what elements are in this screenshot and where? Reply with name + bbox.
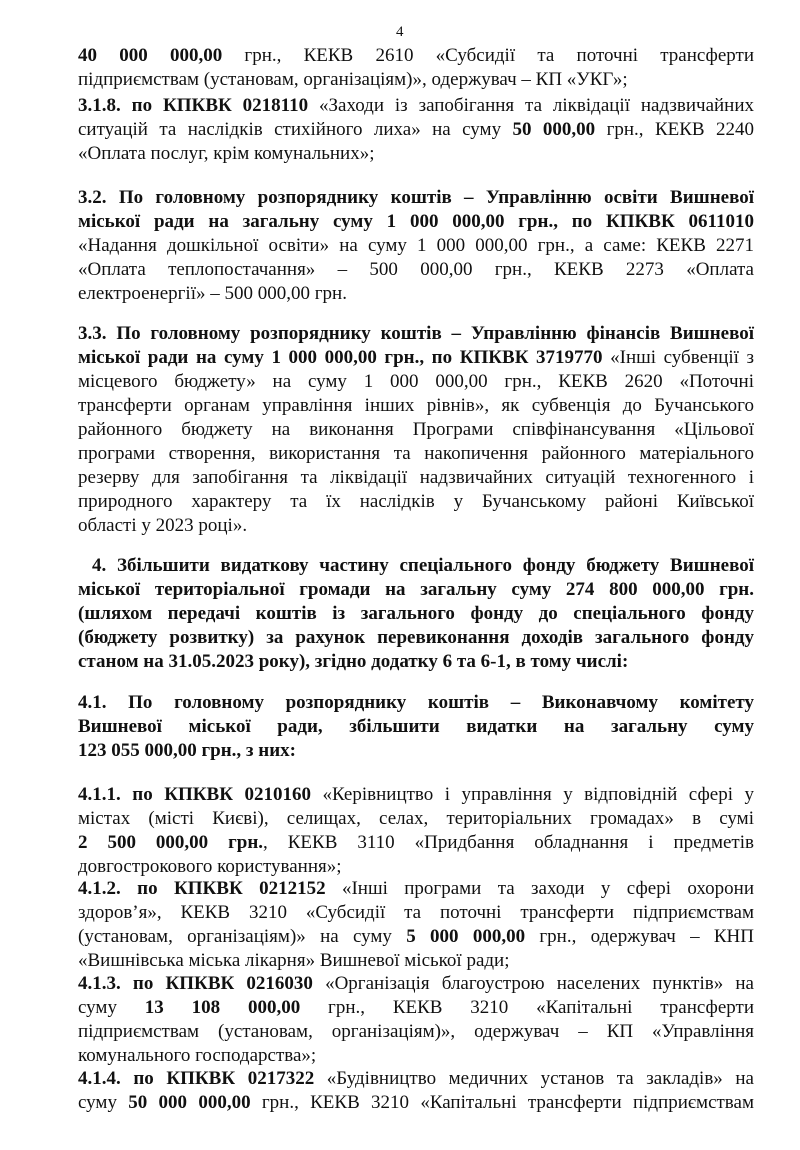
line: районного бюджету на виконання Програми співфінансування «Цільової xyxy=(78,419,754,440)
line-text: (установам, організаціям)» на суму xyxy=(78,926,407,947)
paragraph-4 xyxy=(78,554,754,674)
line: станом на 31.05.2023 року), згідно додатку 6 та 6-1, в тому числі: xyxy=(78,651,629,672)
item-number: 4.1.3. xyxy=(78,973,121,994)
line: природного характеру та їх наслідків у Бучанському районі Київської xyxy=(78,491,754,512)
paragraph-subsidy-tail xyxy=(78,44,754,92)
amount: 13 108 000,00 xyxy=(144,997,301,1018)
line-text: «Будівництво медичних установ та закладів» на xyxy=(314,1068,754,1089)
line-text: суму xyxy=(78,997,145,1018)
amount: 2 500 000,00 грн. xyxy=(78,832,264,853)
paragraph-4-1-2 xyxy=(78,877,754,973)
line: 3.3. По головному розпоряднику коштів – Управлінню фінансів Вишневої xyxy=(78,323,754,344)
item-number: 3.1.8. xyxy=(78,95,121,116)
line: «Надання дошкільної освіти» на суму 1 000 000,00 грн., а саме: КЕКВ 2271 xyxy=(78,235,754,256)
line xyxy=(78,44,754,68)
line: (бюджету розвитку) за рахунок перевиконання доходів загального фонду xyxy=(78,627,754,648)
item-number: 4.1.1. xyxy=(78,784,121,805)
paragraph-4-1 xyxy=(78,691,754,763)
line: 4.1. По головному розпоряднику коштів – Виконавчому комітету xyxy=(78,692,754,713)
line-text: грн., КЕКВ 2610 «Субсидії та поточні трансферти xyxy=(222,45,755,66)
line xyxy=(78,1067,754,1091)
line xyxy=(78,996,754,1020)
kpkvk-code: КПКВК 0218110 xyxy=(162,95,309,116)
line-text: грн., одержувач – КНП xyxy=(525,926,754,947)
line-text: «Керівництво і управління у відповідній сфері у xyxy=(310,784,754,805)
line: містах (місті Києві), селищах, селах, територіальних громадах» в сумі xyxy=(78,808,754,829)
amount: 5 000 000,00 xyxy=(406,926,526,947)
line-text: грн., КЕКВ 3210 «Капітальні трансферти xyxy=(300,997,755,1018)
item-number: 4.1.4. xyxy=(78,1068,121,1089)
line: 123 055 000,00 грн., з них: xyxy=(78,740,296,761)
line: резерву для запобігання та ліквідації надзвичайних ситуацій техногенного і xyxy=(78,467,754,488)
paragraph-4-1-1 xyxy=(78,783,754,879)
line xyxy=(78,783,754,807)
line xyxy=(78,925,754,949)
paragraph-3-3 xyxy=(78,322,754,538)
line-text: «Заходи із запобігання та ліквідації надзвичайних xyxy=(308,95,755,116)
line: комунального господарства»; xyxy=(78,1045,317,1066)
kpkvk-code: КПКВК 0217322 xyxy=(166,1068,315,1089)
amount: 40 000 000,00 xyxy=(78,45,223,66)
amount: 50 000,00 xyxy=(512,119,596,140)
kpkvk-code: КПКВК 0212152 xyxy=(173,878,326,899)
line xyxy=(78,877,754,901)
line xyxy=(78,1091,754,1115)
code-prefix: по xyxy=(120,95,163,116)
kpkvk-code: КПКВК 0210160 xyxy=(164,784,311,805)
line: трансферти органам управління інших рівнів», як субвенція до Бучанського xyxy=(78,395,754,416)
kpkvk-code: КПКВК 0216030 xyxy=(165,973,313,994)
line: «Вишнівська міська лікарня» Вишневої міської ради; xyxy=(78,950,510,971)
line: електроенергії» – 500 000,00 грн. xyxy=(78,283,347,304)
line-text: «Інші програми та заходи у сфері охорони xyxy=(325,878,754,899)
code-prefix: по xyxy=(120,973,166,994)
line-text: ситуацій та наслідків стихійного лиха» на суму xyxy=(78,119,513,140)
line: (шляхом передачі коштів із загального фонду до спеціального фонду xyxy=(78,603,754,624)
paragraph-3-2 xyxy=(78,186,754,306)
line-text: грн., КЕКВ 2240 xyxy=(595,119,755,140)
paragraph-4-1-4 xyxy=(78,1067,754,1115)
line: «Оплата теплопостачання» – 500 000,00 грн., КЕКВ 2273 «Оплата xyxy=(78,259,754,280)
line: «Оплата послуг, крім комунальних»; xyxy=(78,143,375,164)
page-number: 4 xyxy=(396,24,404,40)
amount: 50 000 000,00 xyxy=(128,1092,251,1113)
line: місцевого бюджету» на суму 1 000 000,00 грн., КЕКВ 2620 «Поточні xyxy=(78,371,754,392)
line: міської територіальної громади на загальну суму 274 800 000,00 грн. xyxy=(78,579,754,600)
line xyxy=(78,972,754,996)
line-text: , КЕКВ 3110 «Придбання обладнання і предметів xyxy=(263,832,754,853)
line: Вишневої міської ради, збільшити видатки на загальну суму xyxy=(78,716,754,737)
line-text: «Інші субвенції з xyxy=(602,347,754,368)
paragraph-4-1-3 xyxy=(78,972,754,1068)
line: підприємствам (установам, організаціям)», одержувач – КП «Управління xyxy=(78,1021,754,1042)
line: 3.2. По головному розпоряднику коштів – Управлінню освіти Вишневої xyxy=(78,187,754,208)
line: міської ради на загальну суму 1 000 000,00 грн., по КПКВК 0611010 xyxy=(78,211,754,232)
line-text: грн., КЕКВ 3210 «Капітальні трансферти підприємствам xyxy=(250,1092,754,1113)
line-text: «Організація благоустрою населених пунктів» на xyxy=(312,973,754,994)
line xyxy=(78,94,754,118)
line xyxy=(78,831,754,855)
line xyxy=(78,118,754,142)
code-prefix: по xyxy=(120,784,165,805)
item-number: 4.1.2. xyxy=(78,878,121,899)
code-prefix: по xyxy=(120,878,174,899)
paragraph-3-1-8 xyxy=(78,94,754,166)
line: 4. Збільшити видаткову частину спеціального фонду бюджету Вишневої xyxy=(92,555,754,576)
bold-text: міської ради на суму 1 000 000,00 грн., по КПКВК 3719770 xyxy=(78,347,603,368)
line: довгострокового користування»; xyxy=(78,856,342,877)
line xyxy=(78,346,754,370)
line: програми створення, використання та накопичення районного матеріального xyxy=(78,443,754,464)
line: області у 2023 році». xyxy=(78,515,248,536)
code-prefix: по xyxy=(120,1068,167,1089)
line: здоров’я», КЕКВ 3210 «Субсидії та поточні трансферти підприємствам xyxy=(78,902,754,923)
line-text: суму xyxy=(78,1092,129,1113)
line: підприємствам (установам, організаціям)», одержувач – КП «УКГ»; xyxy=(78,69,628,90)
